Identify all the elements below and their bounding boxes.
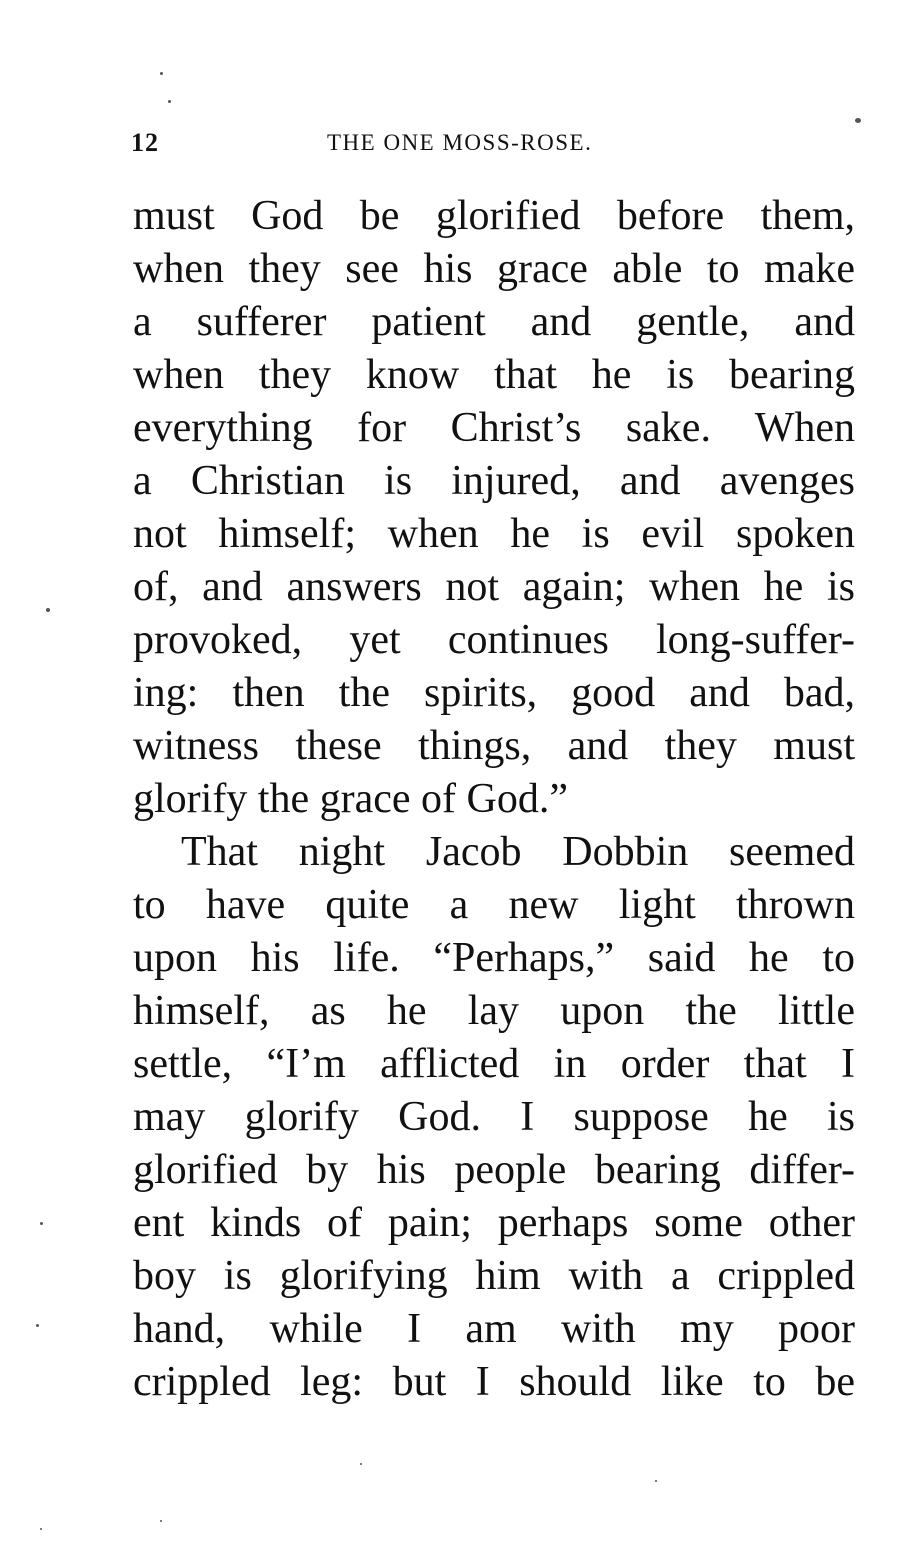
text-line: himself, as he lay upon the little <box>133 988 855 1034</box>
running-head <box>131 128 856 164</box>
body-text <box>133 190 855 1409</box>
text-line: a sufferer patient and gentle, and <box>133 299 855 345</box>
text-line: witness these things, and they must <box>133 723 855 769</box>
text-line: ent kinds of pain; perhaps some other <box>133 1200 855 1246</box>
scan-speck <box>360 1463 362 1465</box>
running-title: THE ONE MOSS-ROSE. <box>327 130 593 155</box>
text-line: when they know that he is bearing <box>133 352 855 398</box>
text-line: when they see his grace able to make <box>133 246 855 292</box>
scan-speck <box>855 118 861 123</box>
text-line: of, and answers not again; when he is <box>133 564 855 610</box>
text-line: to have quite a new light thrown <box>133 882 855 928</box>
text-line: crippled leg: but I should like to be <box>133 1359 855 1405</box>
text-line: may glorify God. I suppose he is <box>133 1094 855 1140</box>
text-line: ing: then the spirits, good and bad, <box>133 670 855 716</box>
text-line: upon his life. “Perhaps,” said he to <box>133 935 855 981</box>
text-line: provoked, yet continues long-suffer- <box>133 617 855 663</box>
text-line: settle, “I’m afflicted in order that I <box>133 1041 855 1087</box>
text-line: boy is glorifying him with a crippled <box>133 1253 855 1299</box>
scan-speck <box>168 100 171 103</box>
text-line: must God be glorified before them, <box>133 193 855 239</box>
scan-speck <box>160 1520 162 1522</box>
scan-speck <box>655 1480 657 1482</box>
page-number: 12 <box>131 128 159 157</box>
scan-speck <box>40 1222 43 1225</box>
scan-speck <box>40 1528 42 1530</box>
scan-speck <box>160 72 163 75</box>
scan-speck <box>36 1324 39 1327</box>
text-line: everything for Christ’s sake. When <box>133 405 855 451</box>
text-line: hand, while I am with my poor <box>133 1306 855 1352</box>
scan-speck <box>46 608 50 612</box>
text-line: glorified by his people bearing differ- <box>133 1147 855 1193</box>
text-line-paragraph-start: That night Jacob Dobbin seemed <box>181 829 855 875</box>
text-line: a Christian is injured, and avenges <box>133 458 855 504</box>
text-line: not himself; when he is evil spoken <box>133 511 855 557</box>
text-line-paragraph-end: glorify the grace of God.” <box>133 776 568 822</box>
